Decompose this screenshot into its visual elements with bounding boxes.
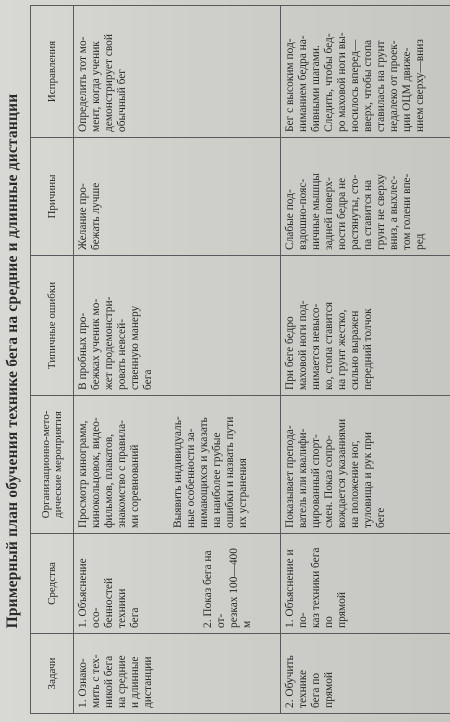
- header-causes: Причины: [31, 138, 74, 256]
- cell-task: 2. Обучить технике бега по прямой: [281, 634, 450, 714]
- document-title: Примерный план обучения технике бега на средние и длинные дистанции: [4, 93, 21, 629]
- cell-org-item: Выявить индивидуаль- ные особенности за- нимающихся и указать на наиболее грубые ошибки и назвать пути их устранения: [172, 416, 249, 528]
- table-header-row: [31, 6, 74, 714]
- cell-means-item: 2. Показ бега на от- резках 100—400 м: [202, 548, 253, 628]
- cell-fixes: Определить тот мо- мент, когда ученик демонстрирует свой обычный бег: [74, 6, 281, 138]
- header-org-methods: Организационно-мето- дические мероприятия: [31, 396, 74, 534]
- cell-task: 1. Ознако- мить с тех- никой бега на средние и длинные дистанции: [74, 634, 281, 714]
- header-means: Средства: [31, 534, 74, 634]
- training-plan-table: [30, 5, 450, 714]
- cell-means: 1. Объяснение и по- каз техники бега по прямой: [281, 534, 450, 634]
- cell-org: Показывает препода- ватель или квалифи- цированный спорт- смен. Показ сопро- вождается указаниями на положение ног, туловища и рук при беге: [281, 396, 450, 534]
- cell-org-item: Просмотр кинограмм, кинокольцовок, видео- фильмов, плакатов, знакомство с правила- ми соревнований: [77, 417, 141, 528]
- header-corrections: Исправления: [31, 6, 74, 138]
- cell-errors: В пробных про- бежках ученик мо- жет продемонстри- ровать невсей- ственную манеру бега: [74, 256, 281, 396]
- cell-errors: При беге бедро маховой ноги под- нимается невысо- ко, стопа ставится на грунт жестко, сильно выражен передний толчок: [281, 256, 450, 396]
- cell-means: [74, 534, 281, 634]
- header-typical-errors: Типичные ошибки: [31, 256, 74, 396]
- cell-causes: Желание про- бежать лучше: [74, 138, 281, 256]
- cell-org: [74, 396, 281, 534]
- header-tasks: Задачи: [31, 634, 74, 714]
- cell-means-item: 1. Объяснение осо- бенностей техники бега: [77, 558, 141, 628]
- cell-fixes: Бег с высоким под- ниманием бедра на- бивными шагами. Следить, чтобы бед- ро маховой ноги вы- носилось вперед— вверх, чтобы стопа ставилась на грунт недалеко от проек- ции ОЦМ движе- нием сверху—вниз: [281, 6, 450, 138]
- cell-causes: Слабые под- вздошно-пояс- ничные мышцы задней поверх- ности бедра не растянуты, сто- па ставится на грунт не сверху вниз, а выхлес- том голени впе- ред: [281, 138, 450, 256]
- table-row: [74, 6, 281, 714]
- table-row: [281, 6, 450, 714]
